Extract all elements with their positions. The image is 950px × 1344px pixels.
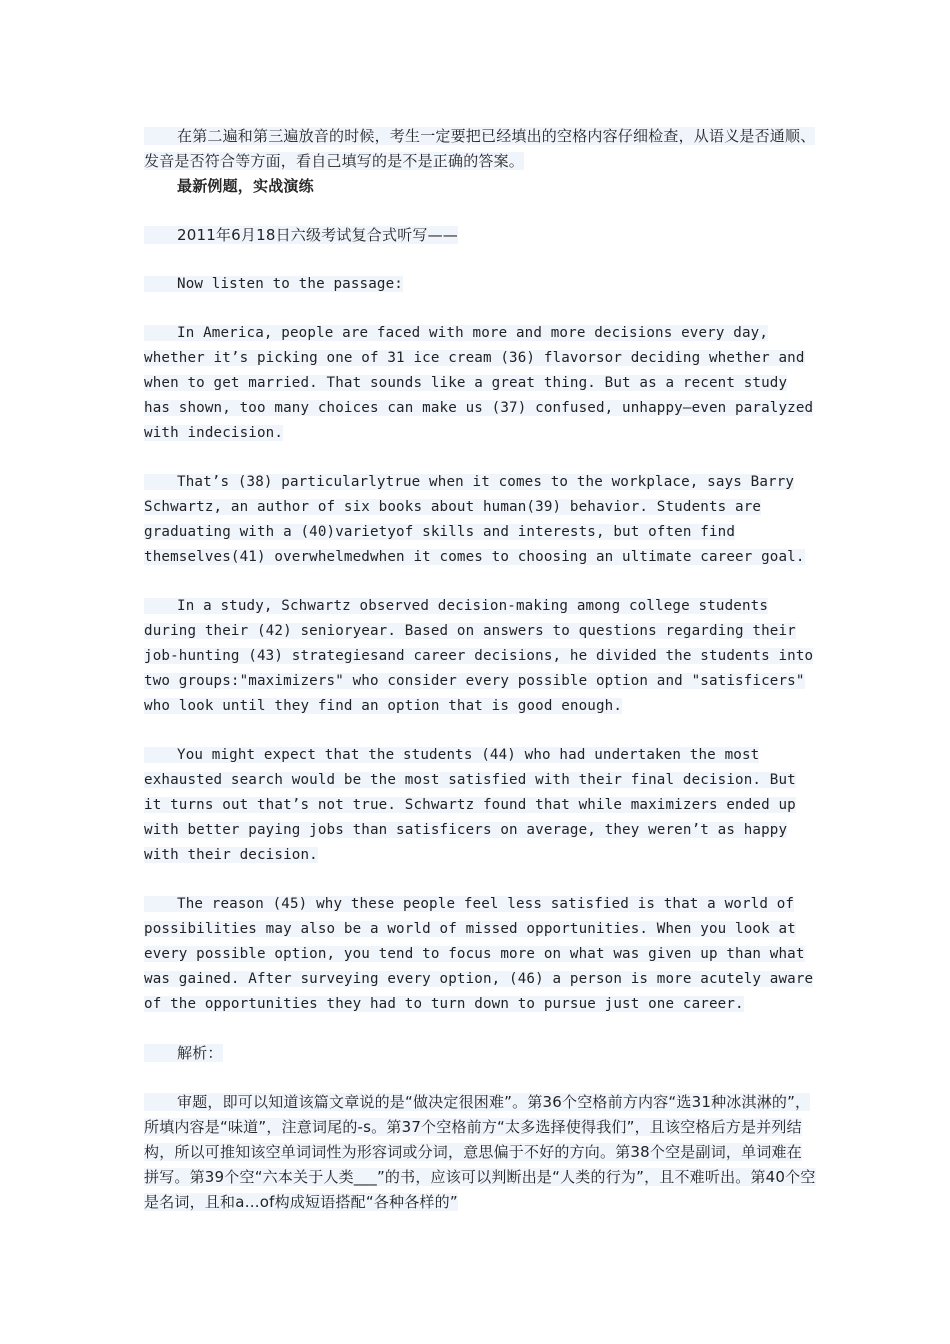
exam-title-text: 2011年6月18日六级考试复合式听写—— bbox=[177, 226, 459, 244]
listen-prompt bbox=[144, 272, 816, 297]
passage-paragraph-2 bbox=[144, 470, 816, 570]
spacer bbox=[144, 248, 816, 272]
intro-paragraph bbox=[144, 124, 816, 174]
passage-paragraph-1 bbox=[144, 321, 816, 446]
analysis-label-text: 解析： bbox=[177, 1044, 223, 1062]
spacer bbox=[144, 868, 816, 892]
spacer bbox=[144, 719, 816, 743]
analysis-paragraph bbox=[144, 1090, 816, 1215]
spacer bbox=[144, 446, 816, 470]
passage-paragraph-5 bbox=[144, 892, 816, 1017]
spacer bbox=[144, 297, 816, 321]
spacer bbox=[144, 199, 816, 223]
passage-text: That’s (38) particularlytrue when it comes to the workplace, says Barry Schwartz, an author of six books about human(39) behavior. Students are graduating with a (40)varietyof skills and interests, but often find themselves(41) overwhelmedwhen it comes to choosing an ultimate career goal. bbox=[144, 474, 805, 565]
analysis-text: 审题，即可以知道该篇文章说的是“做决定很困难”。第36个空格前方内容“选31种冰淇淋的”，所填内容是“味道”，注意词尾的-s。第37个空格前方“太多选择使得我们”，且该空格后方是并列结构，所以可推知该空单词词性为形容词或分词，意思偏于不好的方向。第38个空是副词，单词难在拼写。第39个空“六本关于人类___”的书，应该可以判断出是“人类的行为”，且不难听出。第40个空是名词，且和a…of构成短语搭配“各种各样的” bbox=[144, 1093, 816, 1211]
analysis-label bbox=[144, 1041, 816, 1066]
section-heading-text: 最新例题，实战演练 bbox=[177, 177, 314, 195]
spacer bbox=[144, 1066, 816, 1090]
exam-title bbox=[144, 223, 816, 248]
intro-text: 在第二遍和第三遍放音的时候，考生一定要把已经填出的空格内容仔细检查，从语义是否通顺、发音是否符合等方面，看自己填写的是不是正确的答案。 bbox=[144, 127, 816, 170]
listen-prompt-text: Now listen to the passage: bbox=[177, 276, 403, 292]
document-body bbox=[144, 124, 816, 1215]
section-heading bbox=[144, 174, 816, 199]
spacer bbox=[144, 570, 816, 594]
spacer bbox=[144, 1017, 816, 1041]
passage-text: In a study, Schwartz observed decision-making among college students during their (42) senioryear. Based on answers to questions regarding their job-hunting (43) strategiesand career decisions, he divided the students into two groups:"maximizers" who consider every possible option and "satisficers" who look until they find an option that is good enough. bbox=[144, 598, 814, 714]
passage-text: You might expect that the students (44) who had undertaken the most exhausted search would be the most satisfied with their final decision. But it turns out that’s not true. Schwartz found that while maximizers ended up with better paying jobs than satisficers on average, they weren’t as happy with their decision. bbox=[144, 747, 796, 863]
passage-text: The reason (45) why these people feel less satisfied is that a world of possibilities may also be a world of missed opportunities. When you look at every possible option, you tend to focus more on what was given up than what was gained. After surveying every option, (46) a person is more acutely aware of the opportunities they had to turn down to pursue just one career. bbox=[144, 896, 814, 1012]
passage-text: In America, people are faced with more and more decisions every day, whether it’s picking one of 31 ice cream (36) flavorsor deciding whether and when to get married. That sounds like a great thing. But as a recent study has shown, too many choices can make us (37) confused, unhappy—even paralyzed with indecision. bbox=[144, 325, 814, 441]
passage-paragraph-4 bbox=[144, 743, 816, 868]
passage-paragraph-3 bbox=[144, 594, 816, 719]
